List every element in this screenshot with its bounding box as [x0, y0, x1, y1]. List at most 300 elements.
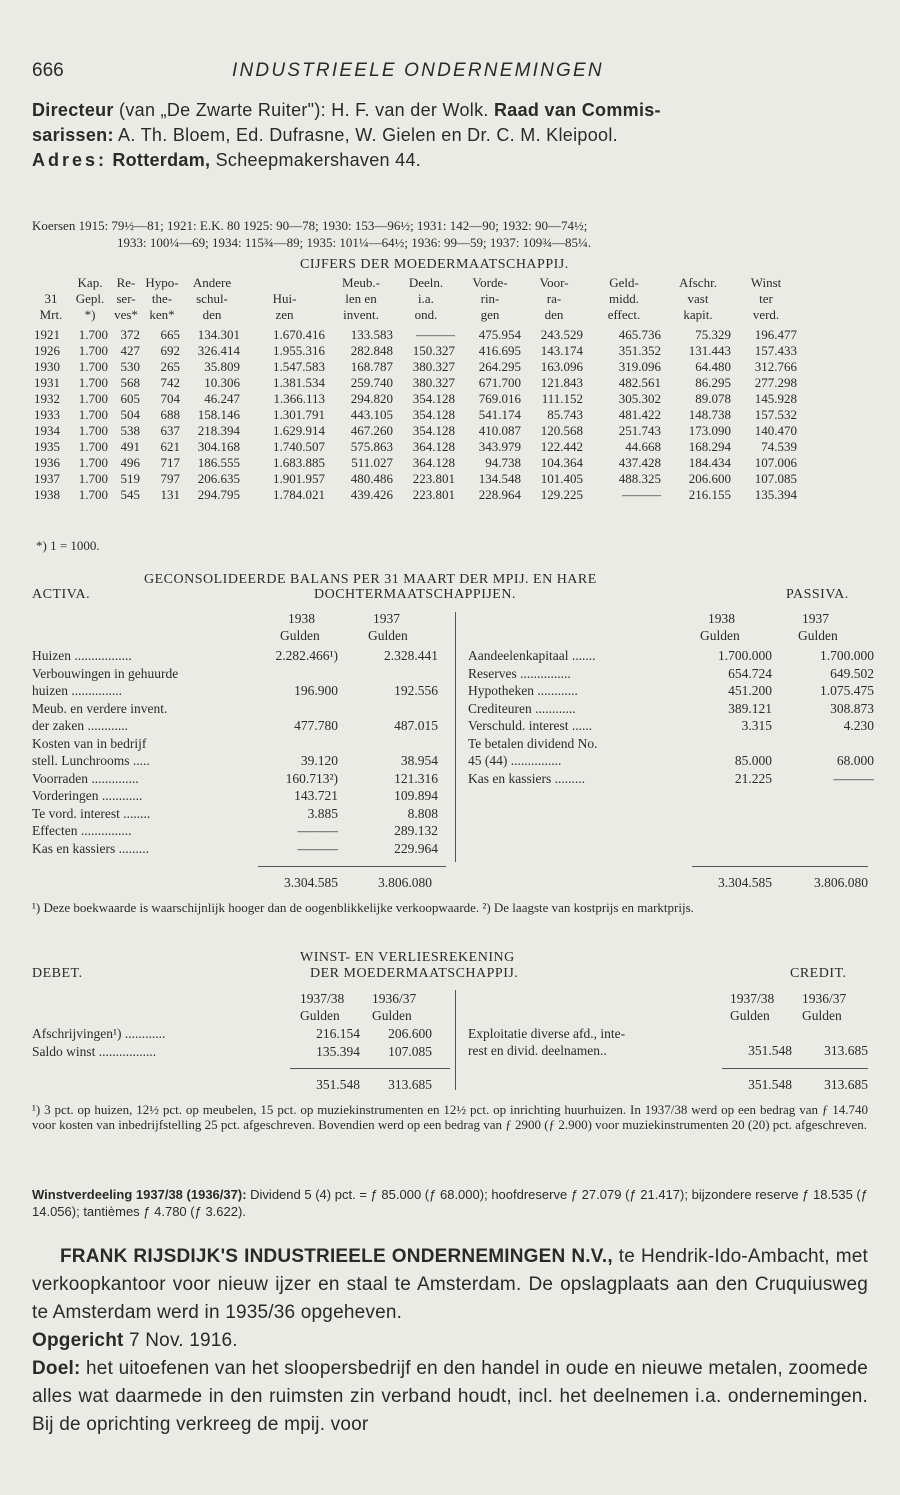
ledger-value: 654.724 [728, 665, 772, 681]
ledger-label: der zaken ............ [32, 718, 128, 733]
ledger-label: Verbouwingen in gehuurde [32, 665, 179, 681]
cijfers-data-row-cell: 134.301 [197, 327, 240, 342]
cijfers-header-row-cell: midd. [609, 291, 639, 306]
cijfers-header-row-cell: schul- [196, 291, 228, 306]
activa-year-1938: 1938 [288, 611, 315, 626]
cijfers-data-row-cell: 511.027 [351, 455, 393, 470]
ledger-value: 135.394 [316, 1043, 360, 1059]
cijfers-header-row-cell: Andere [192, 275, 232, 290]
cijfers-data-row-cell: 1.700 [78, 375, 108, 390]
cijfers-data-row-cell: 1.700 [78, 343, 108, 358]
cijfers-data-row-cell: 111.152 [541, 391, 583, 406]
winstverdeeling-paragraph [32, 1186, 868, 1220]
ledger-row [468, 682, 874, 700]
cijfers-data-row-cell: 1.547.583 [273, 359, 325, 374]
cijfers-header-row-cell: effect. [607, 307, 641, 322]
cijfers-data-row-cell: 692 [160, 343, 180, 358]
cijfers-data-row-cell: 481.422 [618, 407, 661, 422]
cijfers-data-row-cell: 380.327 [412, 359, 455, 374]
cijfers-data-row [32, 439, 799, 455]
cijfers-header-row-cell: vast [687, 291, 709, 306]
ledger-value: 2.328.441 [384, 648, 438, 663]
page-number: 666 [32, 60, 64, 81]
ledger-value: 196.900 [294, 683, 338, 698]
cijfers-data-row-cell: 277.298 [754, 375, 797, 390]
ledger-label: Voorraden .............. [32, 770, 139, 786]
activa-year-header [258, 610, 448, 645]
cijfers-data-row-cell: 216.155 [688, 487, 731, 502]
cijfers-data-row-cell: 467.260 [350, 423, 393, 438]
cijfers-data-row-cell: 150.327 [412, 343, 455, 358]
adres-label: Adres: [32, 150, 108, 170]
cijfers-header-row-cell: zen [275, 307, 294, 322]
cijfers-header-row-cell: i.a. [418, 291, 434, 306]
cijfers-data-row-cell: 243.529 [540, 327, 583, 342]
wv-divider [455, 990, 456, 1090]
cijfers-data-row-cell: 223.801 [412, 487, 455, 502]
cijfers-data-row-cell: 223.801 [412, 471, 455, 486]
cijfers-data-row-cell: 206.600 [688, 471, 731, 486]
cijfers-data-row-cell: 605 [120, 391, 140, 406]
cijfers-header-row [32, 307, 799, 327]
cijfers-data-row-cell: 541.174 [478, 407, 521, 422]
cijfers-data-row-cell: 1933 [34, 407, 60, 422]
cijfers-data-row-cell: 568 [120, 375, 140, 390]
cijfers-title: CIJFERS DER MOEDERMAATSCHAPPIJ. [300, 257, 569, 272]
cijfers-data-row-cell: 1.700 [78, 327, 108, 342]
company-entry [32, 1243, 868, 1439]
cijfers-data-row-cell: 129.225 [540, 487, 583, 502]
cijfers-data-row-cell: 410.087 [478, 423, 521, 438]
cijfers-data-row-cell: 143.174 [540, 343, 583, 358]
winstverdeeling-text: Dividend 5 (4) pct. = ƒ 85.000 (ƒ 68.000); hoofdreserve ƒ 27.079 (ƒ 21.417); bijzondere reserve ƒ 18.535 (ƒ 14.056); tantièmes ƒ 4.780 (ƒ 3.622). [32, 1187, 868, 1219]
cijfers-data-row-cell: 304.168 [197, 439, 240, 454]
cijfers-data-row-cell: 343.979 [478, 439, 521, 454]
raad-label: Raad van Commis- [494, 100, 661, 120]
cijfers-data-row-cell: 797 [160, 471, 180, 486]
credit-line-1: Exploitatie diverse afd., inte- [468, 1026, 626, 1041]
cijfers-data-row-cell: 122.442 [540, 439, 583, 454]
cijfers-data-row [32, 407, 799, 423]
cijfers-data-row-cell: 163.096 [540, 359, 583, 374]
cijfers-header-row-cell: 31 [44, 291, 58, 306]
cijfers-header-row-cell: ser- [116, 291, 136, 306]
cijfers-data-row-cell: 465.736 [618, 327, 661, 342]
cijfers-header-row-cell: Voor- [539, 275, 569, 290]
cijfers-data-row-cell: 1.301.791 [273, 407, 325, 422]
cijfers-data-row-cell: 75.329 [695, 327, 731, 342]
cijfers-data-row-cell: 251.743 [618, 423, 661, 438]
cijfers-data-row-cell: 1.700 [78, 487, 108, 502]
ledger-row [32, 682, 452, 700]
ledger-label: Effecten ............... [32, 823, 132, 838]
ledger-value: 289.132 [394, 823, 438, 838]
cijfers-data-row-cell: 364.128 [412, 455, 455, 470]
cijfers-data-row-cell: 480.486 [350, 471, 393, 486]
cijfers-data-row-cell: 1938 [34, 487, 60, 502]
ledger-label: Meub. en verdere invent. [32, 700, 168, 716]
company-description: te Hendrik-Ido-Ambacht, met verkoopkantoor voor nieuw ijzer en staal te Amsterdam. De opslagplaats aan den Cruquiusweg te Amsterdam werd in 1935/36 opgeheven. [32, 1246, 868, 1323]
ledger-row [32, 770, 452, 788]
cijfers-data-row-cell: 259.740 [350, 375, 393, 390]
cijfers-data-row-cell: 443.105 [350, 407, 393, 422]
passiva-unit-1: Gulden [700, 628, 740, 643]
credit-unit-2: Gulden [802, 1008, 842, 1023]
cijfers-data-row-cell: 504 [120, 407, 140, 422]
ledger-row [32, 752, 452, 770]
cijfers-data-row-cell: 354.128 [412, 391, 455, 406]
doel-label: Doel: [32, 1358, 81, 1379]
cijfers-data-row-cell: 157.433 [754, 343, 797, 358]
ledger-value: 389.121 [728, 700, 772, 716]
ledger-value: ——— [297, 823, 338, 838]
cijfers-data-row-cell: 1.700 [78, 439, 108, 454]
ledger-value: ——— [297, 840, 338, 856]
activa-unit-2: Gulden [368, 628, 408, 643]
raad-text: A. Th. Bloem, Ed. Dufrasne, W. Gielen en Dr. C. M. Kleipool. [113, 125, 618, 145]
cijfers-data-row-cell: 1.901.957 [273, 471, 325, 486]
koersen-line-2: 1933: 100¼—69; 1934: 115¾—89; 1935: 101¼—64½; 1936: 99—59; 1937: 109¾—85¼. [117, 235, 592, 250]
credit-value-2: 313.685 [824, 1043, 868, 1058]
cijfers-header-row-cell: Afschr. [679, 275, 717, 290]
ledger-value: 649.502 [830, 665, 874, 681]
cijfers-data-row-cell: 717 [160, 455, 180, 470]
cijfers-data-row-cell: 1.366.113 [273, 391, 325, 406]
ledger-label: Te betalen dividend No. [468, 735, 598, 751]
debet-unit-1: Gulden [300, 1008, 340, 1023]
cijfers-header-row-cell: ond. [414, 307, 438, 322]
cijfers-data-row-cell: 637 [160, 423, 180, 438]
cijfers-data-row-cell: 294.795 [197, 487, 240, 502]
koersen-block [32, 217, 868, 251]
ledger-row [32, 717, 452, 735]
cijfers-data-row-cell: 621 [160, 439, 180, 454]
cijfers-data-row-cell: 86.295 [695, 375, 731, 390]
ledger-value: 1.700.000 [718, 648, 772, 663]
cijfers-data-row-cell: 74.539 [761, 439, 797, 454]
cijfers-header-row-cell [32, 275, 70, 291]
cijfers-data-row-cell: 519 [120, 471, 140, 486]
ledger-row [32, 1025, 452, 1043]
cijfers-data-row-cell: 1.784.021 [273, 487, 325, 502]
ledger-row [32, 805, 452, 823]
cijfers-data-row-cell: 1932 [34, 391, 60, 406]
debet-unit-2: Gulden [372, 1008, 412, 1023]
ledger-value: 487.015 [394, 718, 438, 733]
ledger-value: 160.713²) [285, 770, 338, 786]
cijfers-data-row-cell: 133.583 [350, 327, 393, 342]
cijfers-data-row-cell: 64.480 [695, 359, 731, 374]
ledger-value: 107.085 [388, 1043, 432, 1059]
cijfers-data-row-cell: 538 [120, 423, 140, 438]
balans-divider [455, 612, 456, 862]
ledger-value: 308.873 [830, 700, 874, 716]
cijfers-data-row-cell: 688 [160, 407, 180, 422]
cijfers-data-row-cell: 1.670.416 [273, 327, 325, 342]
cijfers-data-row-cell: 769.016 [478, 391, 521, 406]
doel-text: het uitoefenen van het sloopersbedrijf en den handel in oude en nieuwe metalen, zoomede alles wat daarmede in den ruimsten zin verband houdt, incl. het deelnemen i.a. ondernemingen. Bij de oprichting verkreeg de mpij. voor [32, 1358, 868, 1435]
cijfers-data-row-cell: 742 [160, 375, 180, 390]
ledger-row [32, 665, 452, 683]
cijfers-data-row [32, 327, 799, 343]
ledger-row [468, 752, 874, 770]
cijfers-data-row-cell: 184.434 [688, 455, 731, 470]
ledger-value: 109.894 [394, 788, 438, 803]
credit-year-1: 1937/38 [730, 991, 775, 1006]
cijfers-data-row-cell: 206.635 [197, 471, 240, 486]
credit-total-rule [722, 1068, 868, 1069]
cijfers-header-row-cell: len en [345, 291, 377, 306]
cijfers-data-row-cell: 439.426 [350, 487, 393, 502]
activa-total-1938: 3.304.585 [284, 875, 338, 890]
ledger-value: ——— [833, 770, 874, 786]
credit-year-2: 1936/37 [802, 991, 847, 1006]
activa-heading: ACTIVA. [32, 587, 91, 602]
company-name: FRANK RIJSDIJK'S INDUSTRIEELE ONDERNEMINGEN N.V., [60, 1246, 613, 1267]
passiva-year-1938: 1938 [708, 611, 735, 626]
cijfers-data-row-cell: 186.555 [197, 455, 240, 470]
adres-city: Rotterdam, [107, 150, 211, 170]
credit-total-2: 313.685 [824, 1077, 868, 1092]
cijfers-data-row-cell: 1936 [34, 455, 60, 470]
ledger-label: Vorderingen ............ [32, 788, 143, 803]
ledger-value: 4.230 [843, 718, 874, 733]
cijfers-data-row-cell: 351.352 [618, 343, 661, 358]
debet-year-2: 1936/37 [372, 991, 417, 1006]
debet-total-1: 351.548 [316, 1077, 360, 1092]
ledger-label: Kosten van in bedrijf [32, 735, 147, 751]
cijfers-data-row-cell: 218.394 [197, 423, 240, 438]
ledger-label: Hypotheken ............ [468, 683, 578, 698]
opgericht-label: Opgericht [32, 1330, 124, 1351]
opgericht-text: 7 Nov. 1916. [123, 1330, 238, 1351]
cijfers-footnote: *) 1 = 1000. [36, 538, 100, 553]
cijfers-data-row-cell: 312.766 [754, 359, 797, 374]
debet-total-2: 313.685 [388, 1077, 432, 1092]
cijfers-data-row-cell: 545 [120, 487, 140, 502]
debet-year-header [290, 990, 460, 1025]
cijfers-data-row-cell: 1926 [34, 343, 60, 358]
cijfers-header-row-cell: den [544, 307, 564, 322]
cijfers-header-row-cell: ra- [546, 291, 562, 306]
ledger-label: Kas en kassiers ......... [468, 770, 585, 786]
wv-footnote: ¹) 3 pct. op huizen, 12½ pct. op meubelen, 15 pct. op muziekinstrumenten en 12½ pct. op inrichting huurhuizen. In 1937/38 werd op een bedrag van ƒ 14.740 voor kosten van inbedrijfstelling 25 pct. afgeschreven. Bovendien werd op een bedrag van ƒ 2900 (ƒ 2.900) voor muziekinstrumenten 20 (20) pct. afgeschreven. [32, 1102, 868, 1132]
cijfers-data-row-cell: 427 [120, 343, 140, 358]
cijfers-data-row-cell: 488.325 [618, 471, 661, 486]
cijfers-header-row-cell: invent. [343, 307, 379, 322]
cijfers-data-row-cell: 107.085 [754, 471, 797, 486]
cijfers-data-row-cell: 1.700 [78, 359, 108, 374]
credit-value-1: 351.548 [748, 1043, 792, 1058]
ledger-label: Te vord. interest ........ [32, 805, 151, 821]
cijfers-data-row [32, 375, 799, 391]
cijfers-data-row [32, 423, 799, 439]
cijfers-data-row [32, 343, 799, 359]
activa-year-1937: 1937 [373, 611, 400, 626]
ledger-value: 1.075.475 [820, 683, 874, 698]
cijfers-data-row-cell: 294.820 [350, 391, 393, 406]
cijfers-data-row-cell: 326.414 [197, 343, 240, 358]
cijfers-data-row-cell: 1.700 [78, 391, 108, 406]
cijfers-data-row-cell: 475.954 [478, 327, 521, 342]
management-paragraph [32, 98, 868, 173]
cijfers-header-row-cell: Hypo- [145, 275, 179, 290]
ledger-label: Kas en kassiers ......... [32, 840, 149, 856]
cijfers-data-row-cell: ——— [622, 487, 661, 502]
cijfers-data-row [32, 471, 799, 487]
cijfers-header-row-cell: Winst [750, 275, 782, 290]
ledger-value: 451.200 [728, 683, 772, 698]
ledger-value: 21.225 [734, 770, 772, 786]
cijfers-data-row-cell: 120.568 [540, 423, 583, 438]
cijfers-data-row-cell: 89.078 [695, 391, 731, 406]
cijfers-data-row-cell: 319.096 [618, 359, 661, 374]
cijfers-data-row-cell: 354.128 [412, 407, 455, 422]
cijfers-data-row-cell: 282.848 [350, 343, 393, 358]
cijfers-data-row-cell: 134.548 [478, 471, 521, 486]
balans-title-2: DOCHTERMAATSCHAPPIJEN. [314, 587, 516, 602]
cijfers-data-row-cell: 158.146 [197, 407, 240, 422]
cijfers-header-row [32, 291, 799, 307]
cijfers-table [32, 275, 799, 503]
debet-year-1: 1937/38 [300, 991, 345, 1006]
balans-footnote: ¹) Deze boekwaarde is waarschijnlijk hooger dan de oogenblikkelijke verkoopwaarde. ²) De laagste van kostprijs en marktprijs. [32, 900, 694, 915]
ledger-label: stell. Lunchrooms ..... [32, 753, 150, 768]
adres-text: Scheepmakershaven 44. [210, 150, 422, 170]
cijfers-data-row-cell: 157.532 [754, 407, 797, 422]
cijfers-data-row-cell: 1931 [34, 375, 60, 390]
running-title: INDUSTRIEELE ONDERNEMINGEN [232, 60, 604, 81]
cijfers-header-row-cell: the- [151, 291, 173, 306]
cijfers-data-row-cell: 228.964 [478, 487, 521, 502]
cijfers-header-row-cell: ter [759, 291, 773, 306]
cijfers-data-row [32, 455, 799, 471]
ledger-value: 39.120 [300, 753, 338, 768]
passiva-year-1937: 1937 [802, 611, 829, 626]
cijfers-header-row-cell: *) [84, 307, 96, 322]
cijfers-data-row-cell: 364.128 [412, 439, 455, 454]
cijfers-data-row [32, 391, 799, 407]
ledger-value: 2.282.466¹) [275, 648, 338, 663]
ledger-row [32, 735, 452, 753]
cijfers-data-row-cell: 168.787 [350, 359, 393, 374]
cijfers-header-row-cell: rin- [480, 291, 500, 306]
ledger-row [32, 700, 452, 718]
cijfers-data-row-cell: 85.743 [547, 407, 583, 422]
cijfers-header-row-cell: Vorde- [472, 275, 508, 290]
cijfers-header-row-cell: ves* [114, 307, 138, 322]
cijfers-header-row-cell: kapit. [683, 307, 713, 322]
ledger-value: 3.315 [741, 718, 772, 733]
ledger-row [32, 787, 452, 805]
wv-title-1: WINST- EN VERLIESREKENING [300, 950, 515, 965]
cijfers-data-row-cell: 530 [120, 359, 140, 374]
cijfers-header-row-cell: Re- [116, 275, 136, 290]
cijfers-data-row-cell: 10.306 [204, 375, 240, 390]
cijfers-header-row-cell: Deeln. [408, 275, 444, 290]
activa-unit-1: Gulden [280, 628, 320, 643]
cijfers-data-row-cell: 121.843 [540, 375, 583, 390]
ledger-value: 477.780 [294, 718, 338, 733]
passiva-heading: PASSIVA. [786, 587, 849, 602]
ledger-value: 85.000 [734, 753, 772, 768]
activa-total-1937: 3.806.080 [378, 875, 432, 890]
cijfers-data-row-cell: 704 [160, 391, 180, 406]
cijfers-header-row-cell: den [202, 307, 222, 322]
cijfers-data-row [32, 359, 799, 375]
cijfers-header-row-cell: Gepl. [75, 291, 105, 306]
cijfers-data-row-cell: 1.629.914 [273, 423, 325, 438]
credit-unit-1: Gulden [730, 1008, 770, 1023]
cijfers-data-row-cell: 305.302 [618, 391, 661, 406]
ledger-value: 8.808 [407, 805, 438, 821]
cijfers-data-row-cell: 1921 [34, 327, 60, 342]
cijfers-data-row-cell: ——— [416, 327, 455, 342]
cijfers-data-row-cell: 416.695 [478, 343, 521, 358]
wv-title-2: DER MOEDERMAATSCHAPPIJ. [310, 966, 519, 981]
cijfers-data-row-cell: 1.700 [78, 455, 108, 470]
cijfers-data-row-cell: 665 [160, 327, 180, 342]
cijfers-header-row-cell: Mrt. [39, 307, 63, 322]
raad-label-cont: sarissen: [32, 125, 114, 145]
ledger-row [32, 840, 452, 858]
cijfers-data-row-cell: 44.668 [625, 439, 661, 454]
cijfers-data-row [32, 487, 799, 503]
cijfers-data-row-cell: 46.247 [204, 391, 240, 406]
ledger-label: Saldo winst ................. [32, 1043, 157, 1059]
page-header [32, 60, 868, 86]
cijfers-header-row-cell: ken* [149, 307, 175, 322]
ledger-value: 229.964 [394, 840, 438, 856]
cijfers-data-row-cell: 380.327 [412, 375, 455, 390]
ledger-label: Reserves ............... [468, 665, 571, 681]
passiva-year-header [692, 610, 868, 645]
cijfers-data-row-cell: 35.809 [204, 359, 240, 374]
ledger-label: Afschrijvingen¹) ............ [32, 1026, 166, 1041]
cijfers-data-row-cell: 107.006 [754, 455, 797, 470]
cijfers-header-row-cell: gen [480, 307, 500, 322]
passiva-total-1937: 3.806.080 [814, 875, 868, 890]
passiva-unit-2: Gulden [798, 628, 838, 643]
ledger-value: 38.954 [400, 753, 438, 768]
debet-list [32, 1025, 452, 1060]
cijfers-data-row-cell: 1937 [34, 471, 60, 486]
cijfers-data-row-cell: 491 [120, 439, 140, 454]
cijfers-data-row-cell: 135.394 [754, 487, 797, 502]
cijfers-data-row-cell: 94.738 [485, 455, 521, 470]
cijfers-data-row-cell: 196.477 [754, 327, 797, 342]
cijfers-data-row-cell: 372 [120, 327, 140, 342]
ledger-row [468, 647, 874, 665]
credit-total-1: 351.548 [748, 1077, 792, 1092]
ledger-value: 121.316 [394, 770, 438, 786]
cijfers-data-row-cell: 131.443 [688, 343, 731, 358]
directeur-text: (van „De Zwarte Ruiter"): H. F. van der Wolk. [113, 100, 494, 120]
passiva-total-rule [692, 866, 868, 867]
ledger-label: Crediteuren ............ [468, 700, 576, 716]
activa-total-rule [258, 866, 446, 867]
cijfers-data-row-cell: 101.405 [540, 471, 583, 486]
ledger-label: Verschuld. interest ...... [468, 718, 593, 733]
debet-total-rule [290, 1068, 450, 1069]
cijfers-data-row-cell: 496 [120, 455, 140, 470]
cijfers-data-row-cell: 1.955.316 [273, 343, 325, 358]
ledger-row [32, 1043, 452, 1061]
cijfers-data-row-cell: 437.428 [618, 455, 661, 470]
cijfers-data-row-cell: 671.700 [478, 375, 521, 390]
cijfers-data-row-cell: 1.740.507 [273, 439, 325, 454]
cijfers-data-row-cell: 140.470 [754, 423, 797, 438]
